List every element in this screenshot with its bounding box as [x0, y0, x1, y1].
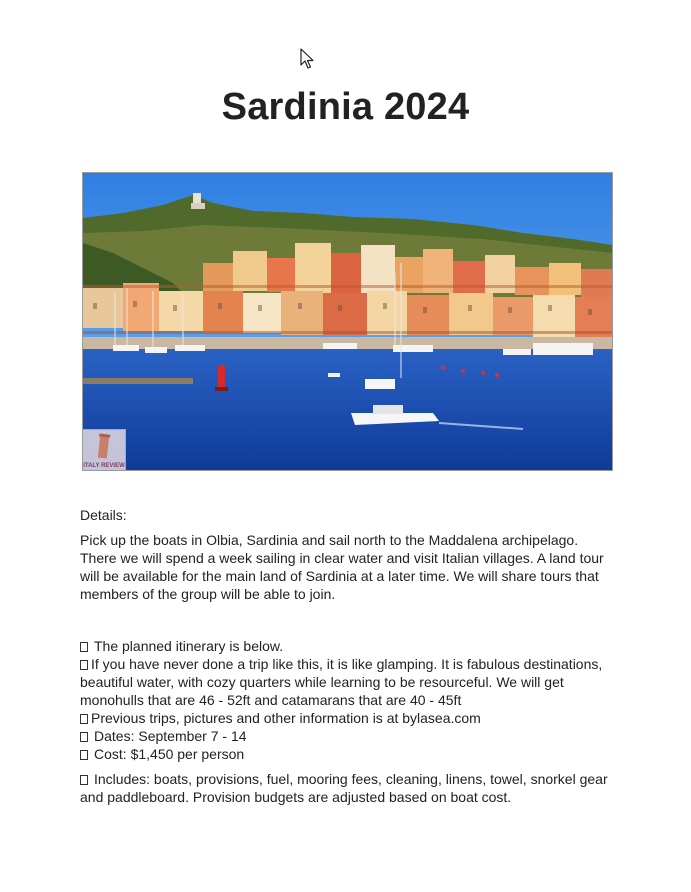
list-item: Cost: $1,450 per person	[80, 745, 612, 763]
list-item: The planned itinerary is below.	[80, 637, 612, 655]
document-title: Sardinia 2024	[221, 86, 470, 128]
details-heading: Details:	[80, 507, 127, 523]
watermark-logo	[83, 429, 126, 470]
checkbox-icon	[80, 775, 88, 785]
harbor-photo	[82, 172, 613, 471]
list-item: Includes: boats, provisions, fuel, mooring fees, cleaning, linens, towel, snorkel gear and paddleboard. Provision budgets are adjusted based on boat cost.	[80, 771, 608, 805]
document-body	[80, 506, 612, 806]
list-item: Dates: September 7 - 14	[80, 727, 612, 745]
checkbox-icon	[80, 732, 88, 742]
mouse-pointer-icon	[300, 48, 314, 70]
checkbox-icon	[80, 750, 88, 760]
bullet-list	[80, 637, 612, 806]
checkbox-icon	[80, 714, 88, 724]
details-intro: Pick up the boats in Olbia, Sardinia and sail north to the Maddalena archipelago. There we will spend a week sailing in clear water and visit Italian villages. A land tour will be available for the main land of Sardinia at a later time. We will share tours that members of the group will be able to join.	[80, 532, 604, 602]
list-item: Previous trips, pictures and other information is at bylasea.com	[80, 709, 612, 727]
list-item: If you have never done a trip like this, it is like glamping. It is fabulous destinations, beautiful water, with cozy quarters while learning to be resourceful. We will get monohulls that are 46 - 52ft and catamarans that are 40 - 45ft	[80, 656, 603, 708]
checkbox-icon	[80, 660, 88, 670]
watermark-text: ITALY REVIEW	[83, 463, 125, 469]
checkbox-icon	[80, 642, 88, 652]
